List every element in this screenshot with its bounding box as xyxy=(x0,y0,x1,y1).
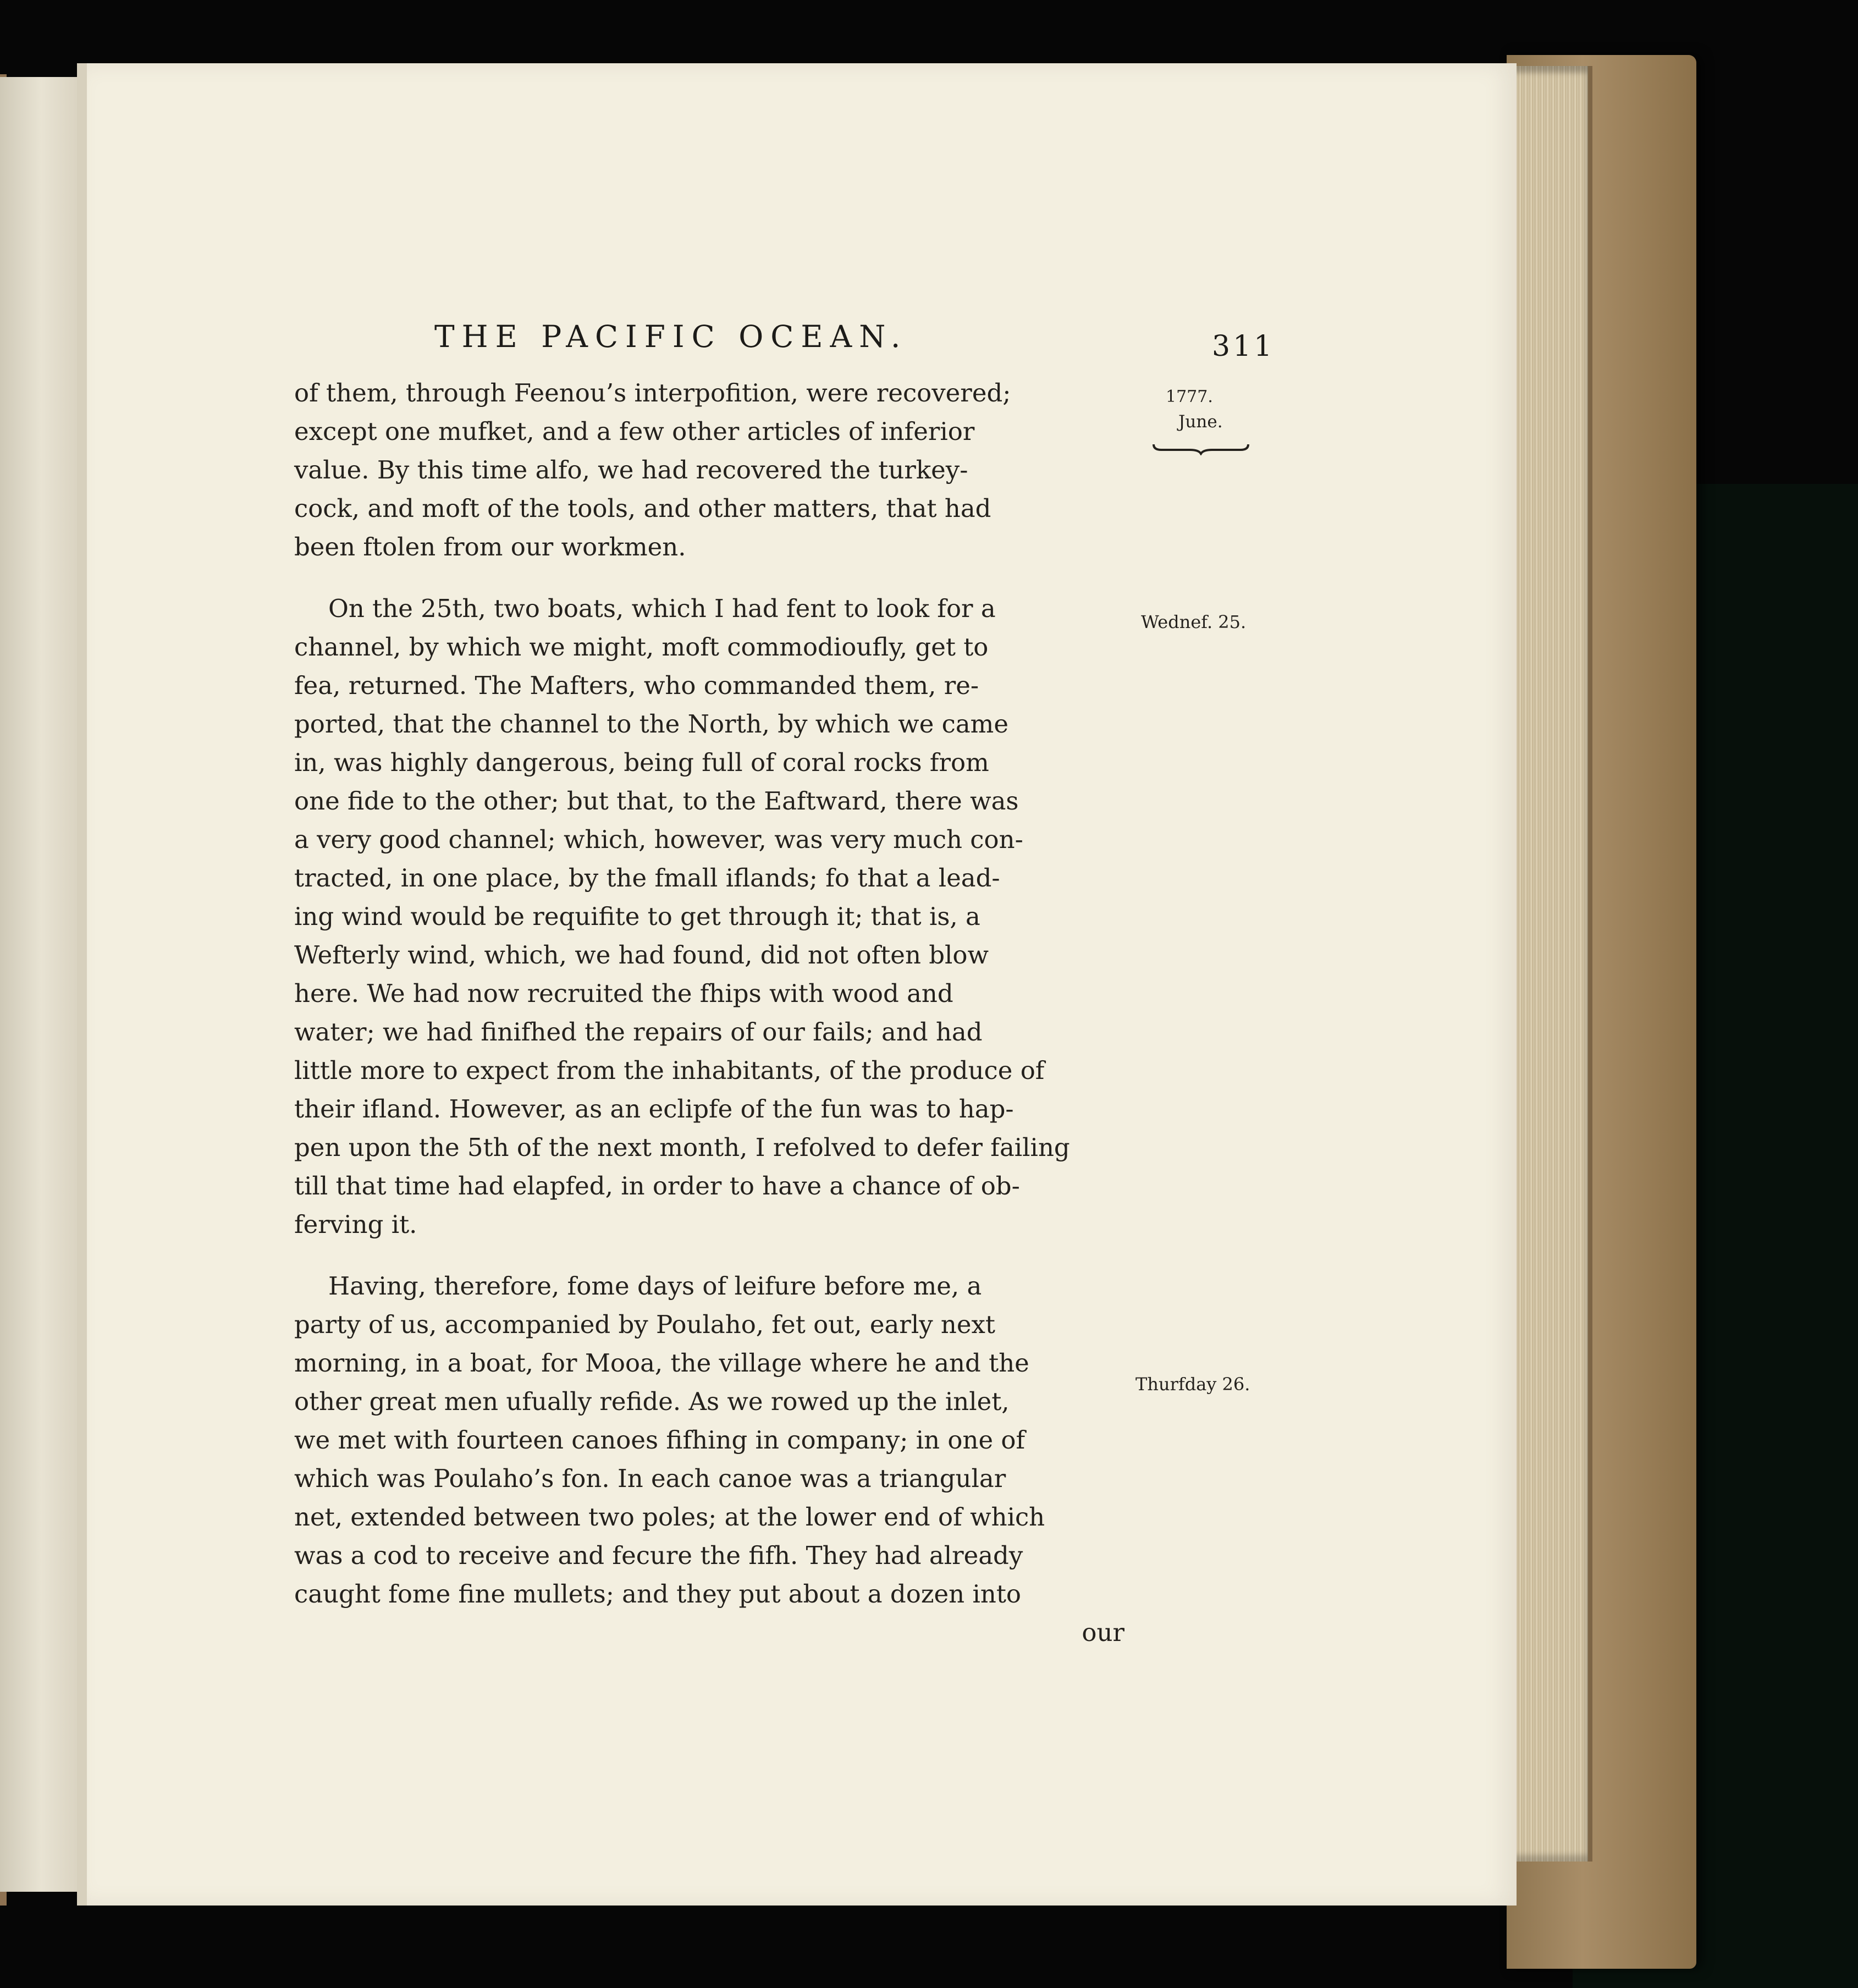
marginal-brace xyxy=(1151,437,1250,455)
marginal-date-thursday: Thurfday 26. xyxy=(1135,1374,1250,1395)
marginal-month: June. xyxy=(1178,412,1223,432)
running-title: THE PACIFIC OCEAN. xyxy=(434,319,908,354)
left-page-edge xyxy=(0,77,86,1892)
paragraph-3: Having, therefore, fome days of leifure before me, a party of us, accompanied by Poulaho, fet out, early next morning, in a boat, for Mooa, the village where he and the other great men ufually refide. As we rowed up the inlet, we met with fourteen canoes fifhing in company; in one of which was Poulaho’s fon. In each canoe was a triangular net, extended between two poles; at the lower end of which was a cod to receive and fecure the fifh. They had already caught fome fine mullets; and they put about a dozen into xyxy=(294,1271,1045,1609)
main-text-block xyxy=(294,374,1124,1652)
marginal-year: 1777. xyxy=(1166,387,1213,406)
catchword: our xyxy=(1082,1618,1124,1647)
marginal-date-wednesday: Wednef. 25. xyxy=(1141,612,1247,632)
paragraph-2: On the 25th, two boats, which I had fent to look for a channel, by which we might, moft commodioufly, get to fea, returned. The Mafters, who commanded them, re- ported, that the channel to the North, by which we came in, was highly dangerous, being full of coral rocks from one fide to the other; but that, to the Eaftward, there was a very good channel; which, however, was very much con- tracted, in one place, by the fmall iflands; fo that a lead- ing wind would be requifite to get through it; that is, a Wefterly wind, which, we had found, did not often blow here. We had now recruited the fhips with wood and water; we had finifhed the repairs of our fails; and had little more to expect from the inhabitants, of the produce of their ifland. However, as an eclipfe of the fun was to hap- pen upon the 5th of the next month, I refolved to defer failing till that time had elapfed, in order to have a chance of ob- ferving it. xyxy=(294,594,1070,1239)
paragraph-1: of them, through Feenou’s interpofition, were recovered; except one mufket, and a few other articles of inferior value. By this time alfo, we had recovered the turkey- cock, and moft of the tools, and other matters, that had been ftolen from our workmen. xyxy=(294,378,1011,561)
page-number: 311 xyxy=(1212,330,1275,363)
